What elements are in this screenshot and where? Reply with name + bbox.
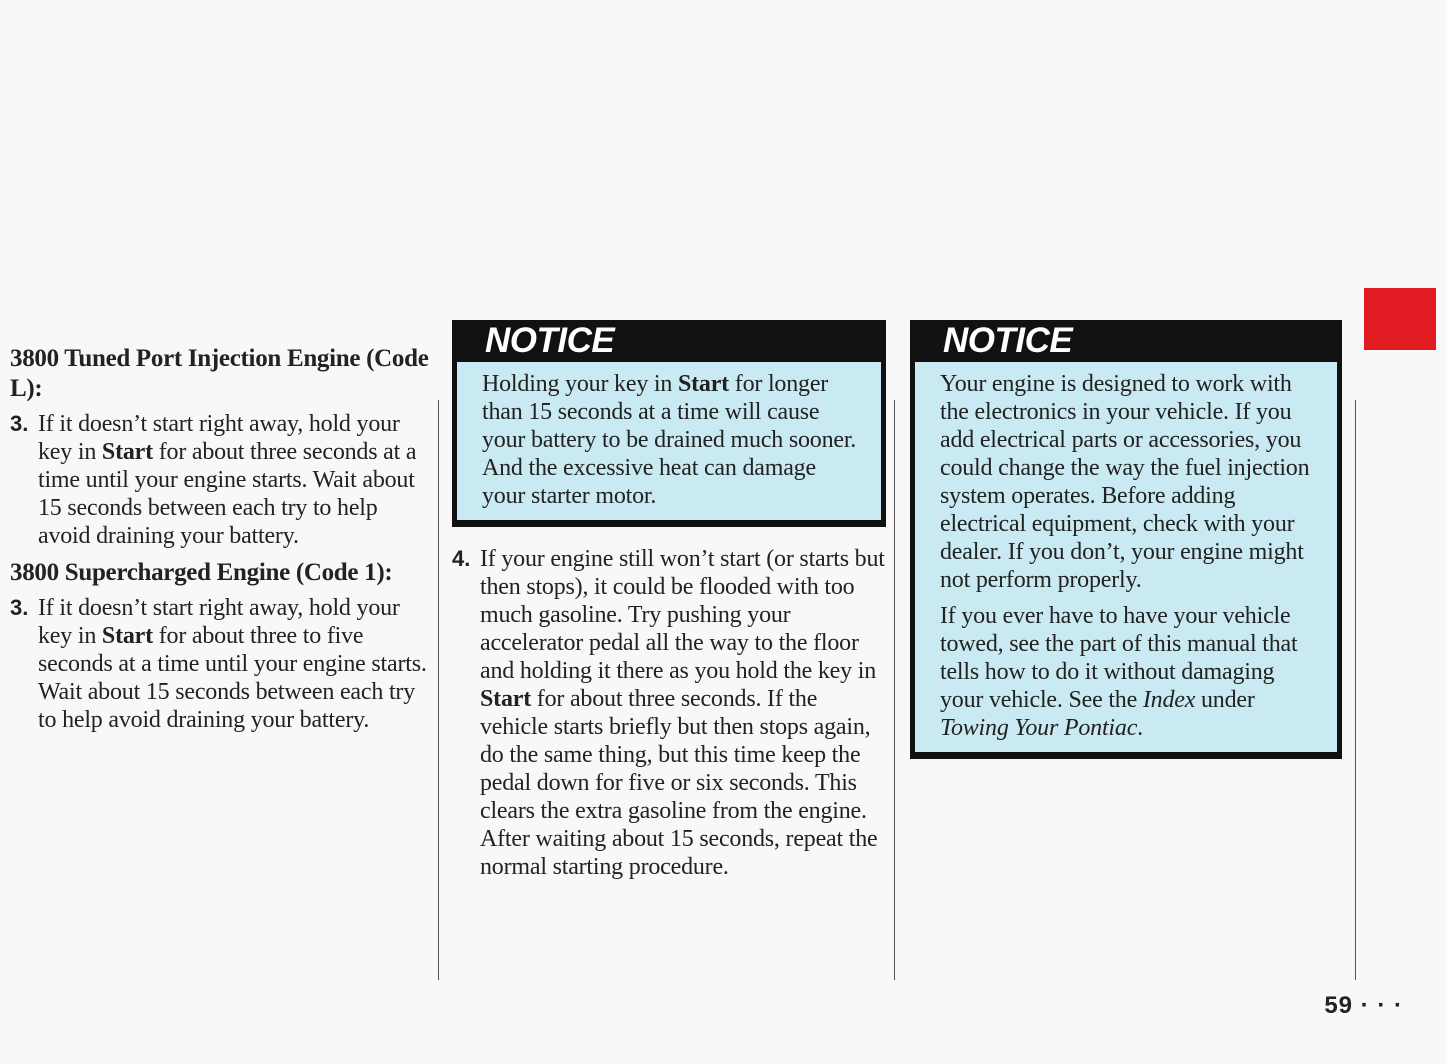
notice-body [457, 362, 881, 520]
step-item [10, 410, 430, 550]
step-number: 3. [10, 411, 29, 436]
text-run: for about three seconds. If the vehicle starts briefly but then stops again, do the same thing, but this time keep the pedal down for five or six seconds. This clears the extra gasoline from the engine. After waiting about 15 seconds, repeat the normal starting procedure. [480, 686, 878, 880]
italic-term: Towing Your Pontiac [940, 715, 1138, 741]
italic-term: Index [1142, 687, 1196, 713]
notice-paragraph [940, 602, 1317, 742]
text-run: If it doesn’t start right away, hold your key in [38, 411, 400, 465]
right-column [910, 320, 1342, 759]
page-number: 59 · · · [1324, 992, 1403, 1019]
text-run: If you ever have to have your vehicle towed, see the part of this manual that tells how to do it without damaging your vehicle. See the [940, 603, 1298, 713]
text-run: If it doesn’t start right away, hold your key in [38, 595, 400, 649]
bold-term: Start [101, 623, 153, 649]
bold-term: Start [677, 371, 729, 397]
step-text [38, 594, 430, 734]
notice-paragraph [482, 370, 861, 510]
middle-column [452, 320, 886, 887]
column-divider [1355, 400, 1356, 980]
notice-box [910, 320, 1342, 759]
text-run: for longer than 15 seconds at a time will cause your battery to be drained much sooner. And the excessive heat can damage your starter motor. [482, 371, 857, 509]
step-text [38, 410, 430, 550]
notice-box [452, 320, 886, 527]
text-run: . [1137, 715, 1143, 741]
text-run: for about three to five seconds at a time until your engine starts. Wait about 15 seconds between each try to help avoid draining your battery. [38, 623, 427, 733]
notice-body [915, 362, 1337, 752]
bold-term: Start [101, 439, 153, 465]
text-run: Holding your key in [482, 371, 678, 397]
text-run: If your engine still won’t start (or starts but then stops), it could be flooded with too much gasoline. Try pushing your accelerator pedal all the way to the floor and holding it there as you hold the key in [480, 546, 885, 684]
step-item [452, 545, 886, 881]
column-divider [894, 400, 895, 980]
notice-title: NOTICE [485, 321, 615, 360]
text-run: for about three seconds at a time until your engine starts. Wait about 15 seconds between each try to help avoid draining your battery. [38, 439, 417, 549]
section-tab-marker [1364, 288, 1436, 350]
left-column [10, 344, 430, 740]
notice-paragraph: Your engine is designed to work with the electronics in your vehicle. If you add electrical parts or accessories, you could change the way the fuel injection system operates. Before adding electrical equipment, check with your dealer. If you don’t, your engine might not perform properly. [940, 371, 1310, 593]
section-heading-code-1: 3800 Supercharged Engine (Code 1): [10, 559, 393, 586]
step-number: 4. [452, 546, 471, 571]
notice-title: NOTICE [943, 321, 1073, 360]
step-number: 3. [10, 595, 29, 620]
column-divider [438, 400, 439, 980]
step-text [480, 545, 886, 881]
step-item [10, 594, 430, 734]
text-run: under [1195, 687, 1255, 713]
bold-term: Start [480, 686, 531, 712]
section-heading-code-l: 3800 Tuned Port Injection Engine (Code L): [10, 345, 429, 402]
